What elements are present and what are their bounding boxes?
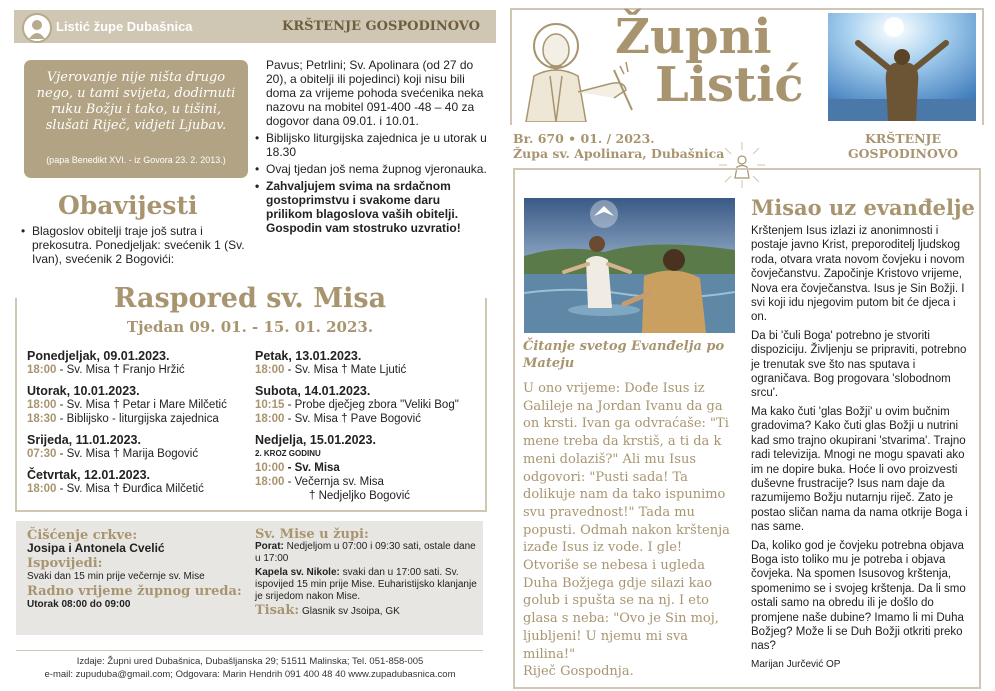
print-info: Tisak: Glasnik sv Jsoipa, GK [255, 603, 400, 618]
footer-divider [16, 650, 483, 651]
schedule-entry: 18:00 - Večernja sv. Misa [255, 476, 384, 488]
masses-heading: Sv. Mise u župi: [255, 527, 369, 542]
issue-info [513, 131, 724, 161]
announcement-item: • Blagoslov obitelji traje još sutra i prekosutra. Ponedjeljak: svećenik 1 (Sv. Ivan), svećenik 2 Bogovići: [32, 224, 255, 266]
feast-title-line1: KRŠTENJE [865, 131, 941, 146]
schedule-entry: 18:00 - Sv. Misa † Franjo Hržić [27, 364, 185, 376]
schedule-column-left [27, 349, 252, 496]
schedule-entry: 18:00 - Sv. Misa † Đurđica Milčetić [27, 483, 204, 495]
schedule-entry-cont: † Nedjeljko Bogović [309, 490, 411, 502]
schedule-day: Srijeda, 11.01.2023. [27, 433, 141, 447]
schedule-entry: 18:00 - Sv. Misa † Mate Ljutić [255, 364, 407, 376]
announcements-left [20, 224, 255, 269]
masthead-word-1: Župni [615, 9, 772, 65]
parish-name: Župa sv. Apolinara, Dubašnica [513, 146, 725, 161]
schedule-day: Ponedjeljak, 09.01.2023. [27, 349, 170, 363]
quote-text: Vjerovanje nije ništa drugo nego, u tami svijeta, dodirnuti ruku Božju i tako, u tišini, slušati Riječ, vidjeti Ljubav. [36, 70, 236, 133]
reflection-text [751, 224, 971, 672]
schedule-entry: 10:15 - Probe dječjeg zbora "Veliki Bog" [255, 399, 459, 411]
kapela-masses: Kapela sv. Nikole: svaki dan u 17:00 sati. Sv. ispovijed 15 min prije Mise. Euharistijsko klanjanje je srijedom nakon Mise. [255, 567, 477, 602]
masthead-word-2: Listić [655, 57, 804, 113]
schedule-entry: 18:00 - Sv. Misa † Petar i Mare Milčetić [27, 399, 227, 411]
info-left [27, 529, 247, 611]
issue-number: Br. 670 • 01. / 2023. [513, 131, 655, 146]
gospel-text: U ono vrijeme: Dođe Isus iz Galileje na Jordan Ivanu da ga on krsti. Ivan ga odvraćaše: "Ti mene treba da krstiš, a ti da k meni dolaziš?" Ali mu Isus odgovori: "Pusti sada! Ta dolikuje nam da tako ispunimo svu pravednost!" Tada mu popusti. Odmah nakon krštenja izađe Isus iz vode. I gle! Otvoriše se nebesa i ugleda Duha Božjega gdje silazi kao golub i spušta se na nj. I eto glasa s neba: "Ovo je Sin moj, ljubljeni! U njemu mi sva milina!" [523, 381, 730, 662]
schedule-day: Subota, 14.01.2023. [255, 384, 371, 398]
cleaning-heading: Čišćenje crkve: [27, 528, 138, 543]
right-page [505, 0, 995, 691]
feast-title-header: KRŠTENJE GOSPODINOVO [282, 19, 480, 34]
gospel-closing: Riječ Gospodnja. [523, 664, 634, 680]
left-header-bar [14, 10, 496, 43]
gospel-reading [523, 380, 741, 681]
reflection-paragraph: Ma kako čuti 'glas Božji' u ovim bučnim gradovima? Kako čuti glas Božji u nutrini kad smo trajno okupirani 'stvarima'. Trajno radi televizija. Mnogi ne mogu spavati ako im ne dopire buka. Hoće li ovo proizvesti duševne frustracije? Isus nam daje da razumijemo Božju nutarnju riječ. Zato je postao sličan nama da nama otkrije Boga i nas same. [751, 405, 968, 534]
info-box [16, 521, 483, 635]
reading-title: Čitanje svetog Evanđelja po Mateju [523, 339, 725, 371]
schedule-column-right [255, 349, 477, 503]
footer [0, 655, 500, 681]
reflection-paragraph: Krštenjem Isus izlazi iz anonimnosti i postaje javno Krist, preporoditelj ljudskog roda, otvara vrata novom čovjeku i novom čovječanstvu. Započinje Kristovo vrijeme, Nova era čovječanstva. Isus je Sin Božji. I svi koji idu njegovim putom bit će djeca i on. [751, 225, 965, 324]
reflection-author: Marijan Jurčević OP [751, 658, 841, 670]
schedule-week: Tjedan 09. 01. - 15. 01. 2023. [126, 318, 374, 336]
porat-masses: Porat: Nedjeljom u 07:00 i 09:30 sati, ostale dane u 17:00 [255, 541, 476, 564]
announcement-item: • Biblijsko liturgijska zajednica je u utorak u 18.30 [266, 131, 488, 159]
confession-text: Svaki dan 15 min prije večernje sv. Mise [27, 571, 205, 582]
reflection-paragraph: Da, koliko god je čovjeku potrebna objava Boga isto toliko mu je potreba i objava čovjeka. Na spomen Isusovog krštenja, spomenimo se i svojeg krštenja. Da li smo ostali samo na obredu ili je došlo do promjene naše dubine? Imamo li mi Duha Božjeg? Može li se Duh Božji otkriti preko nas? [751, 539, 966, 653]
cleaning-names: Josipa i Antonela Cvelić [27, 541, 165, 555]
schedule-sunday-label: 2. KROZ GODINU [255, 449, 321, 458]
schedule-day: Nedjelja, 15.01.2023. [255, 433, 376, 447]
schedule-entry: 18:00 - Sv. Misa † Pave Bogović [255, 413, 421, 425]
footer-publisher: Izdaje: Župni ured Dubašnica, Dubašljanska 29; 51511 Malinska; Tel. 051-858-005 [76, 656, 424, 667]
announcement-item-thanks: • Zahvaljujem svima na srdačnom gostoprimstvu i svakome daru prilikom blagoslova vaših obitelji. Gospodin vam stostruko uzvratio! [266, 179, 488, 235]
schedule-entry: 18:30 - Biblijsko - liturgijska zajednica [27, 413, 219, 425]
office-hours: Utorak 08:00 do 09:00 [27, 599, 131, 610]
baptism-hero-image [828, 13, 976, 121]
feast-title [843, 131, 963, 161]
bulletin-short-title: Listić župe Dubašnica [56, 19, 193, 34]
schedule-entry: 10:00 - Sv. Misa [255, 462, 340, 474]
confession-heading: Ispovijedi: [27, 556, 103, 571]
schedule-entry: 07:30 - Sv. Misa † Marija Bogović [27, 448, 199, 460]
reflection-title: Misao uz evanđelje [751, 195, 975, 220]
parish-logo-icon [22, 13, 52, 43]
schedule-day: Četvrtak, 12.01.2023. [27, 468, 151, 482]
feast-title-line2: GOSPODINOVO [847, 146, 959, 161]
quote-source: (papa Benedikt XVI. - iz Govora 23. 2. 2013.) [46, 155, 226, 165]
reflection-paragraph: Da bi 'čuli Boga' potrebno je stvoriti dispoziciju. Življenju se pripraviti, potrebno je trenutak sve što nas sputava i ograničava. Bog progovara 'slobodnom srcu'. [751, 329, 967, 400]
baptism-of-jesus-image [524, 198, 735, 333]
office-hours-heading: Radno vrijeme župnog ureda: [27, 584, 242, 599]
schedule-title: Raspored sv. Misa [113, 283, 387, 314]
announcements-title: Obavijesti [58, 191, 198, 220]
announcement-item: • Ovaj tjedan još nema župnog vjeronauka. [266, 162, 488, 176]
footer-contact: e-mail: zupuduba@gmail.com; Odgovara: Marin Hendrih 091 400 48 40 www.zupadubasnica.com [44, 669, 456, 680]
announcement-continuation: Pavus; Petrlini; Sv. Apolinara (od 27 do 20), a obitelji ili pojedinci) koji nisu bili doma za vrijeme pohoda svećenika neka nazovu na mobitel 091-400 -48 – 40 za dogovor dana 09.01. i 10.01. [266, 58, 484, 128]
info-right [255, 529, 477, 618]
schedule-day: Utorak, 10.01.2023. [27, 384, 140, 398]
quote-box [24, 60, 248, 178]
announcements-right [254, 58, 488, 238]
schedule-day: Petak, 13.01.2023. [255, 349, 362, 363]
